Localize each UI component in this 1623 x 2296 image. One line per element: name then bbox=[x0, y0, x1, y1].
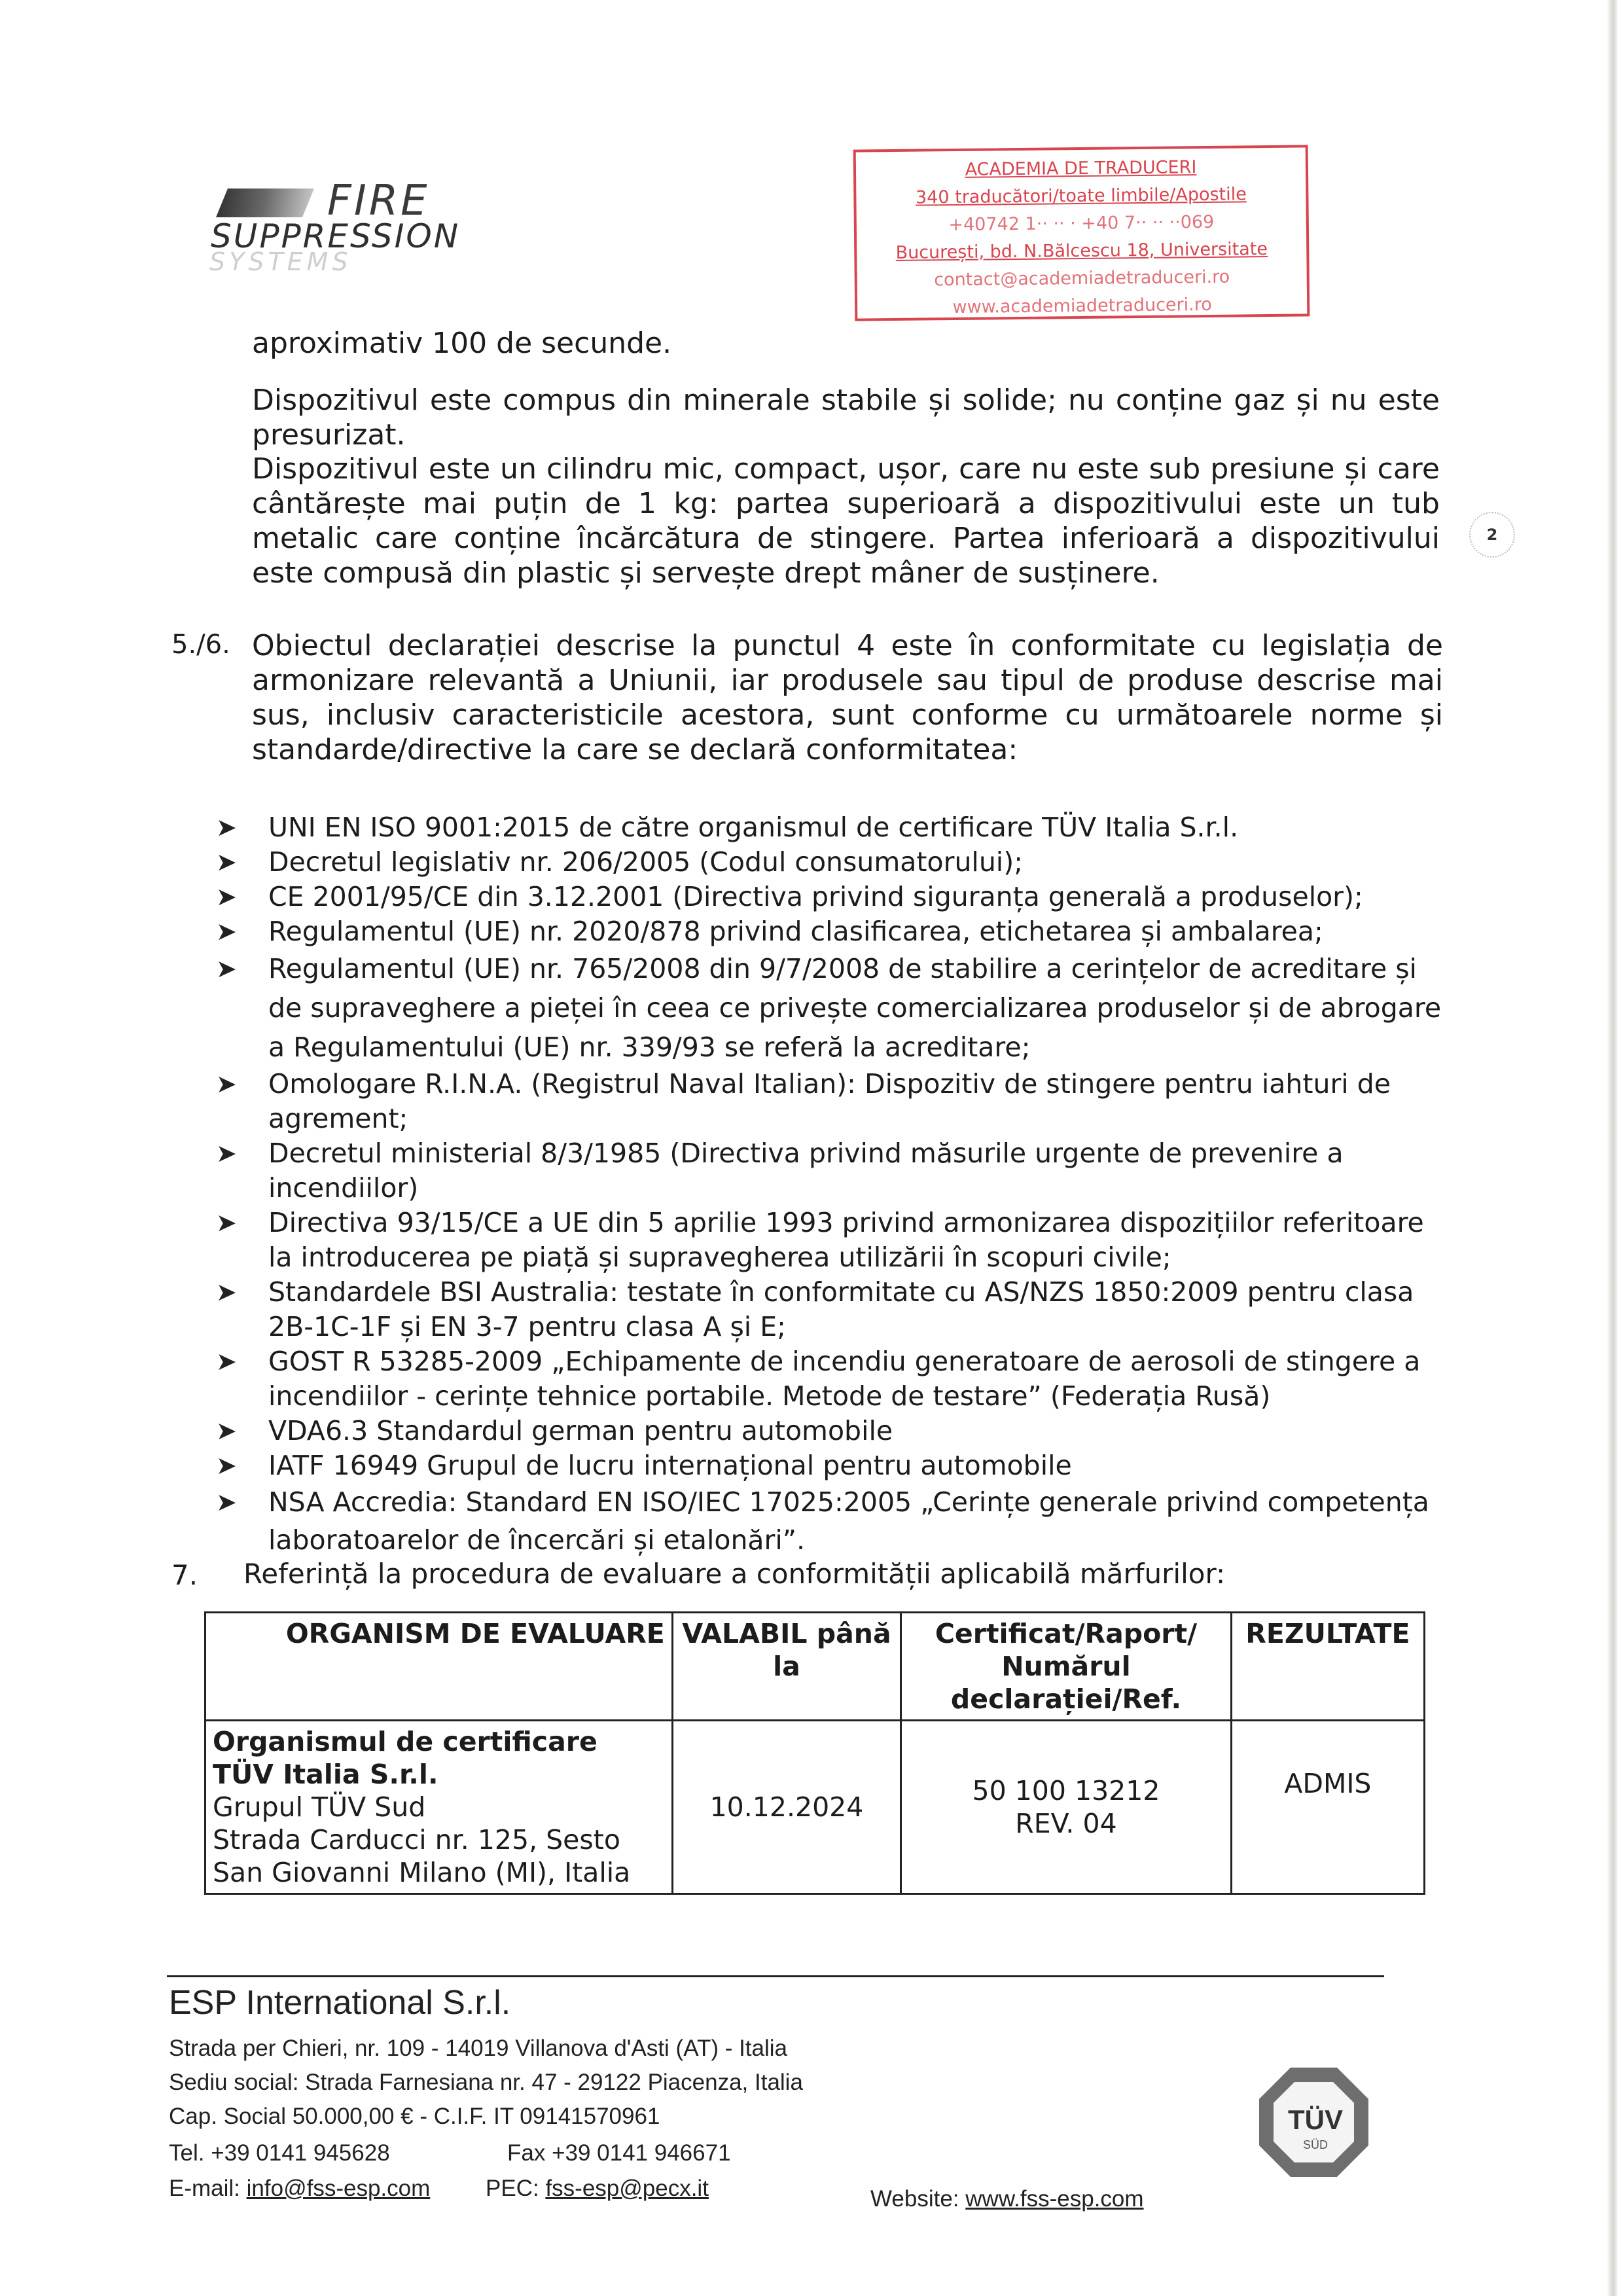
header-certificate: Certificat/Raport/ Numărul declarației/Ref. bbox=[901, 1613, 1232, 1721]
arrow-bullet-icon: ➤ bbox=[216, 1208, 237, 1237]
arrow-bullet-icon: ➤ bbox=[216, 1069, 237, 1098]
section-7-number: 7. bbox=[171, 1559, 198, 1591]
footer-capital: Cap. Social 50.000,00 € - C.I.F. IT 09141570961 bbox=[169, 2104, 660, 2129]
list-item: ➤ NSA Accredia: Standard EN ISO/IEC 17025:2005 „Cerințe generale privind competența laboratoarelor de încercări și etalonări”. bbox=[216, 1483, 1453, 1559]
arrow-bullet-icon: ➤ bbox=[216, 1416, 237, 1445]
scan-edge bbox=[1607, 0, 1618, 2296]
body-address: Strada Carducci nr. 125, Sesto San Giovanni Milano (MI), Italia bbox=[213, 1824, 631, 1888]
website-link[interactable]: www.fss-esp.com bbox=[965, 2186, 1144, 2212]
list-item: ➤ Omologare R.I.N.A. (Registrul Naval Italian): Dispozitiv de stingere pentru iahturi de agrement; bbox=[216, 1068, 1391, 1134]
stamp-line: 340 traducători/toate limbile/Apostile bbox=[915, 184, 1247, 208]
pec-link[interactable]: fss-esp@pecx.it bbox=[545, 2176, 709, 2201]
body-group: Grupul TÜV Sud bbox=[213, 1791, 426, 1823]
cell-evaluation-body bbox=[205, 1721, 673, 1894]
footer-email: E-mail: info@fss-esp.com bbox=[169, 2176, 431, 2201]
fire-suppression-systems-logo bbox=[209, 177, 497, 276]
email-link[interactable]: info@fss-esp.com bbox=[246, 2176, 431, 2201]
footer-tel: Tel. +39 0141 945628 bbox=[169, 2140, 390, 2166]
cell-result: ADMIS bbox=[1231, 1721, 1424, 1894]
stamp-line: București, bd. N.Bălcescu 18, Universitate bbox=[895, 239, 1268, 263]
cell-certificate: 50 100 13212 REV. 04 bbox=[901, 1721, 1232, 1894]
logo-fire-text: FIRE bbox=[327, 177, 430, 225]
footer-website: Website: www.fss-esp.com bbox=[870, 2186, 1144, 2212]
footer-address: Strada per Chieri, nr. 109 - 14019 Villanova d'Asti (AT) - Italia bbox=[169, 2036, 788, 2061]
logo-swoosh-icon bbox=[216, 188, 314, 217]
arrow-bullet-icon: ➤ bbox=[216, 1451, 237, 1480]
section-7-title: Referință la procedura de evaluare a conformității aplicabilă mărfurilor: bbox=[243, 1558, 1226, 1590]
list-item: ➤ UNI EN ISO 9001:2015 de către organismul de certificare TÜV Italia S.r.l. bbox=[216, 810, 1453, 845]
stamp-line: www.academiadetraduceri.ro bbox=[952, 294, 1212, 318]
header-evaluation-body: ORGANISM DE EVALUARE bbox=[205, 1613, 673, 1721]
section-5-6-text: Obiectul declarației descrise la punctul 4 este în conformitate cu legislația de armonizare relevantă a Uniunii, iar produsele sau tipul de produse descrise mai sus, inclusiv caracteristicile acestora, sunt conforme cu următoarele norme și standarde/directive la care se declară conformitatea: bbox=[252, 629, 1443, 766]
list-item: ➤ CE 2001/95/CE din 3.12.2001 (Directiva privind siguranța generală a produselor); bbox=[216, 880, 1453, 914]
list-item: ➤ Decretul legislativ nr. 206/2005 (Codul consumatorului); bbox=[216, 845, 1453, 880]
arrow-bullet-icon: ➤ bbox=[216, 1488, 237, 1516]
footer-pec: PEC: fss-esp@pecx.it bbox=[486, 2176, 709, 2201]
page-number: 2 bbox=[1469, 512, 1515, 558]
standards-list bbox=[216, 810, 1453, 1559]
cell-valid-until: 10.12.2024 bbox=[672, 1721, 901, 1894]
translator-stamp bbox=[853, 145, 1310, 321]
header-valid-until: VALABIL până la bbox=[672, 1613, 901, 1721]
footer-divider bbox=[167, 1975, 1384, 1977]
stamp-line: ACADEMIA DE TRADUCERI bbox=[965, 157, 1197, 180]
logo-suppression-text: SUPPRESSION bbox=[211, 217, 461, 255]
arrow-bullet-icon: ➤ bbox=[216, 1139, 237, 1168]
list-item: ➤ IATF 16949 Grupul de lucru internațional pentru automobile bbox=[216, 1448, 1453, 1483]
list-item: ➤ Standardele BSI Australia: testate în conformitate cu AS/NZS 1850:2009 pentru clasa 2B-1C-1F și EN 3-7 pentru clasa A și E; bbox=[216, 1276, 1414, 1342]
list-item: ➤ Regulamentul (UE) nr. 765/2008 din 9/7/2008 de stabilire a cerințelor de acreditare și de supraveghere a pieței în ceea ce privește comercializarea produselor și de abrogare a Regulamentului (UE) nr. 339/93 se referă la acreditare; bbox=[216, 949, 1453, 1067]
arrow-bullet-icon: ➤ bbox=[216, 1278, 237, 1306]
footer-company-name: ESP International S.r.l. bbox=[169, 1984, 511, 2022]
list-item: ➤ Directiva 93/15/CE a UE din 5 aprilie 1993 privind armonizarea dispozițiilor referitoare la introducerea pe piață și supravegherea utilizării în scopuri civile; bbox=[216, 1207, 1424, 1273]
list-item: ➤ Decretul ministerial 8/3/1985 (Directiva privind măsurile urgente de prevenire a incendiilor) bbox=[216, 1138, 1344, 1204]
arrow-bullet-icon: ➤ bbox=[216, 882, 237, 911]
svg-text:SÜD: SÜD bbox=[1302, 2138, 1329, 2151]
tuv-sud-certification-logo bbox=[1257, 2065, 1371, 2179]
header-results: REZULTATE bbox=[1231, 1613, 1424, 1721]
arrow-bullet-icon: ➤ bbox=[216, 813, 237, 842]
evaluation-table bbox=[204, 1611, 1425, 1895]
arrow-bullet-icon: ➤ bbox=[216, 954, 237, 983]
svg-text:TÜV: TÜV bbox=[1288, 2104, 1343, 2135]
tuv-octagon-icon bbox=[1257, 2065, 1371, 2179]
arrow-bullet-icon: ➤ bbox=[216, 917, 237, 946]
stamp-line: +40742 1·· ·· · +40 7·· ·· ··069 bbox=[948, 211, 1215, 236]
list-item: ➤ VDA6.3 Standardul german pentru automobile bbox=[216, 1414, 1453, 1448]
arrow-bullet-icon: ➤ bbox=[216, 848, 237, 876]
section-5-6-number: 5./6. bbox=[171, 630, 230, 660]
footer-fax: Fax +39 0141 946671 bbox=[507, 2140, 731, 2166]
stamp-line: contact@academiadetraduceri.ro bbox=[934, 266, 1230, 291]
table-header-row bbox=[205, 1613, 1425, 1721]
body-name: Organismul de certificare TÜV Italia S.r.l. bbox=[213, 1726, 597, 1790]
intro-paragraph-2: Dispozitivul este un cilindru mic, compact, ușor, care nu este sub presiune și care cântărește mai puțin de 1 kg: partea superioară a dispozitivului este un tub metalic care conține încărcătura de stingere. Partea inferioară a dispozitivului este compusă din plastic și servește drept mâner de susținere. bbox=[252, 452, 1440, 590]
logo-systems-text: SYSTEMS bbox=[209, 247, 352, 276]
list-item: ➤ Regulamentul (UE) nr. 2020/878 privind clasificarea, etichetarea și ambalarea; bbox=[216, 914, 1453, 949]
list-item: ➤ GOST R 53285-2009 „Echipamente de incendiu generatoare de aerosoli de stingere a incendiilor - cerințe tehnice portabile. Metode de testare” (Federația Rusă) bbox=[216, 1346, 1421, 1412]
intro-paragraph-1: Dispozitivul este compus din minerale stabile și solide; nu conține gaz și nu este presurizat. bbox=[252, 384, 1440, 452]
arrow-bullet-icon: ➤ bbox=[216, 1347, 237, 1376]
table-row bbox=[205, 1721, 1425, 1894]
intro-continuation: aproximativ 100 de secunde. bbox=[252, 327, 672, 360]
footer-registered-office: Sediu social: Strada Farnesiana nr. 47 - 29122 Piacenza, Italia bbox=[169, 2070, 803, 2095]
